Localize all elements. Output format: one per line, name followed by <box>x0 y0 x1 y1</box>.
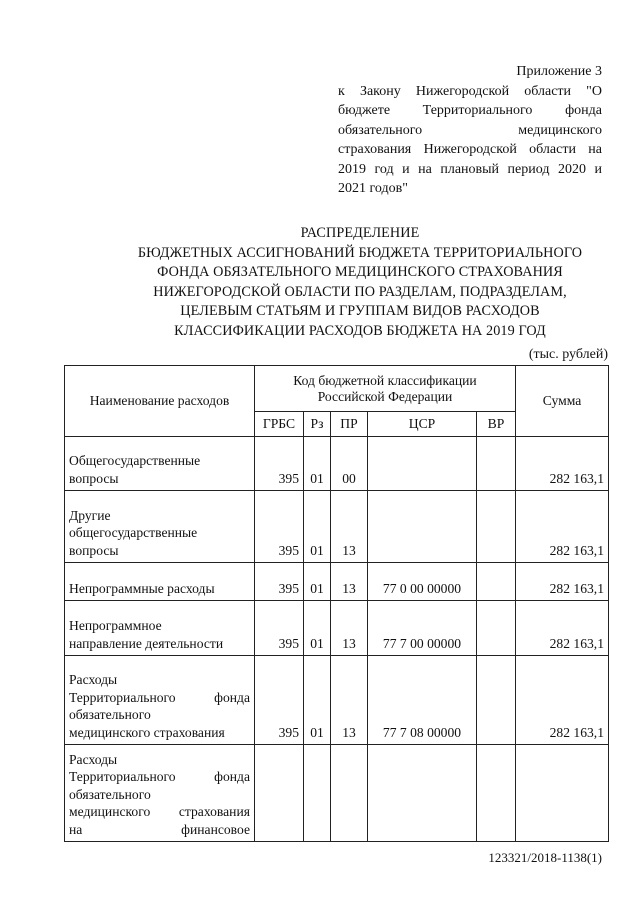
cell-csr <box>368 437 477 491</box>
title-line: НИЖЕГОРОДСКОЙ ОБЛАСТИ ПО РАЗДЕЛАМ, ПОДРАЗДЕЛАМ, <box>153 283 567 300</box>
units-label: (тыс. рублей) <box>528 347 608 362</box>
table-row <box>65 491 609 563</box>
row-name-line: Расходы <box>69 751 118 767</box>
title-line: КЛАССИФИКАЦИИ РАСХОДОВ БЮДЖЕТА НА 2019 ГОД <box>174 322 546 339</box>
cell-sum: 282 163,1 <box>516 437 609 491</box>
row-name-line: Непрограммное <box>69 618 162 633</box>
cell-rz: 01 <box>304 656 331 745</box>
cell-rz: 01 <box>304 563 331 601</box>
table-row <box>65 563 609 601</box>
row-name-line: Другие <box>69 507 111 523</box>
row-name-line: вопросы <box>69 470 119 486</box>
row-name-line: Расходы <box>69 672 118 687</box>
cell-grbs: 395 <box>255 491 304 563</box>
cell-sum: 282 163,1 <box>516 491 609 563</box>
row-name-line: Территориального фонда <box>69 769 250 784</box>
cell-grbs: 395 <box>255 656 304 745</box>
table-row <box>65 745 609 842</box>
header-name: Наименование расходов <box>65 366 255 437</box>
cell-grbs: 395 <box>255 563 304 601</box>
cell-csr <box>368 491 477 563</box>
cell-rz <box>304 745 331 842</box>
cell-pr: 13 <box>331 656 368 745</box>
header-code-group <box>255 366 516 412</box>
row-name-line: вопросы <box>69 542 119 558</box>
row-name-line: Непрограммные расходы <box>69 580 215 596</box>
cell-vr <box>477 601 516 656</box>
appendix-line: бюджете Территориального фонда <box>338 103 602 118</box>
row-name <box>65 437 255 491</box>
title-line: ФОНДА ОБЯЗАТЕЛЬНОГО МЕДИЦИНСКОГО СТРАХОВАНИЯ <box>157 264 563 281</box>
cell-pr <box>331 745 368 842</box>
cell-csr <box>368 745 477 842</box>
cell-vr <box>477 745 516 842</box>
header-code-group-line: Код бюджетной классификации <box>293 372 477 388</box>
cell-csr: 77 0 00 00000 <box>368 563 477 601</box>
row-name-line: медицинского страхования <box>69 724 225 740</box>
cell-grbs: 395 <box>255 601 304 656</box>
cell-csr: 77 7 00 00000 <box>368 601 477 656</box>
appendix-line: 2019 год и на плановый период 2020 и <box>338 161 602 177</box>
row-name <box>65 656 255 745</box>
appendix-line: обязательного медицинского <box>338 122 602 138</box>
cell-rz: 01 <box>304 491 331 563</box>
appendix-line: страхования Нижегородской области на <box>338 142 602 157</box>
row-name-line: на финансовое <box>69 821 250 837</box>
appendix-block <box>338 62 602 199</box>
cell-vr <box>477 563 516 601</box>
row-name <box>65 745 255 842</box>
header-sum: Сумма <box>516 366 609 437</box>
table-row <box>65 601 609 656</box>
cell-rz: 01 <box>304 601 331 656</box>
row-name-line: обязательного <box>69 707 151 722</box>
appendix-number: Приложение 3 <box>516 64 602 79</box>
appendix-line: 2021 годов" <box>338 181 408 196</box>
document-title <box>60 224 640 342</box>
header-rz: Рз <box>304 412 331 437</box>
appendix-line: к Закону Нижегородской области "О <box>338 83 602 99</box>
cell-pr: 13 <box>331 491 368 563</box>
document-number-footer: 123321/2018-1138(1) <box>488 850 602 865</box>
header-code-group-line: Российской Федерации <box>317 388 453 404</box>
row-name-line: медицинского страхования <box>69 804 250 819</box>
cell-vr <box>477 491 516 563</box>
cell-csr: 77 7 08 00000 <box>368 656 477 745</box>
row-name <box>65 491 255 563</box>
header-grbs: ГРБС <box>255 412 304 437</box>
cell-rz: 01 <box>304 437 331 491</box>
header-vr: ВР <box>477 412 516 437</box>
cell-pr: 13 <box>331 563 368 601</box>
title-line: ЦЕЛЕВЫМ СТАТЬЯМ И ГРУППАМ ВИДОВ РАСХОДОВ <box>180 303 540 320</box>
row-name-line: обязательного <box>69 786 151 802</box>
row-name <box>65 563 255 601</box>
cell-pr: 00 <box>331 437 368 491</box>
cell-sum: 282 163,1 <box>516 563 609 601</box>
row-name-line: направление деятельности <box>69 635 224 651</box>
row-name-line: Территориального фонда <box>69 689 250 705</box>
cell-sum <box>516 745 609 842</box>
cell-grbs <box>255 745 304 842</box>
cell-vr <box>477 437 516 491</box>
cell-vr <box>477 656 516 745</box>
row-name-line: общегосударственные <box>69 525 198 540</box>
header-pr: ПР <box>331 412 368 437</box>
row-name-line: Общегосударственные <box>69 453 201 468</box>
table-row <box>65 437 609 491</box>
row-name <box>65 601 255 656</box>
table-row <box>65 656 609 745</box>
cell-grbs: 395 <box>255 437 304 491</box>
cell-pr: 13 <box>331 601 368 656</box>
header-csr: ЦСР <box>368 412 477 437</box>
cell-sum: 282 163,1 <box>516 656 609 745</box>
title-line: РАСПРЕДЕЛЕНИЕ <box>300 225 420 241</box>
budget-table <box>64 365 609 842</box>
title-line: БЮДЖЕТНЫХ АССИГНОВАНИЙ БЮДЖЕТА ТЕРРИТОРИАЛЬНОГО <box>137 244 583 261</box>
cell-sum: 282 163,1 <box>516 601 609 656</box>
